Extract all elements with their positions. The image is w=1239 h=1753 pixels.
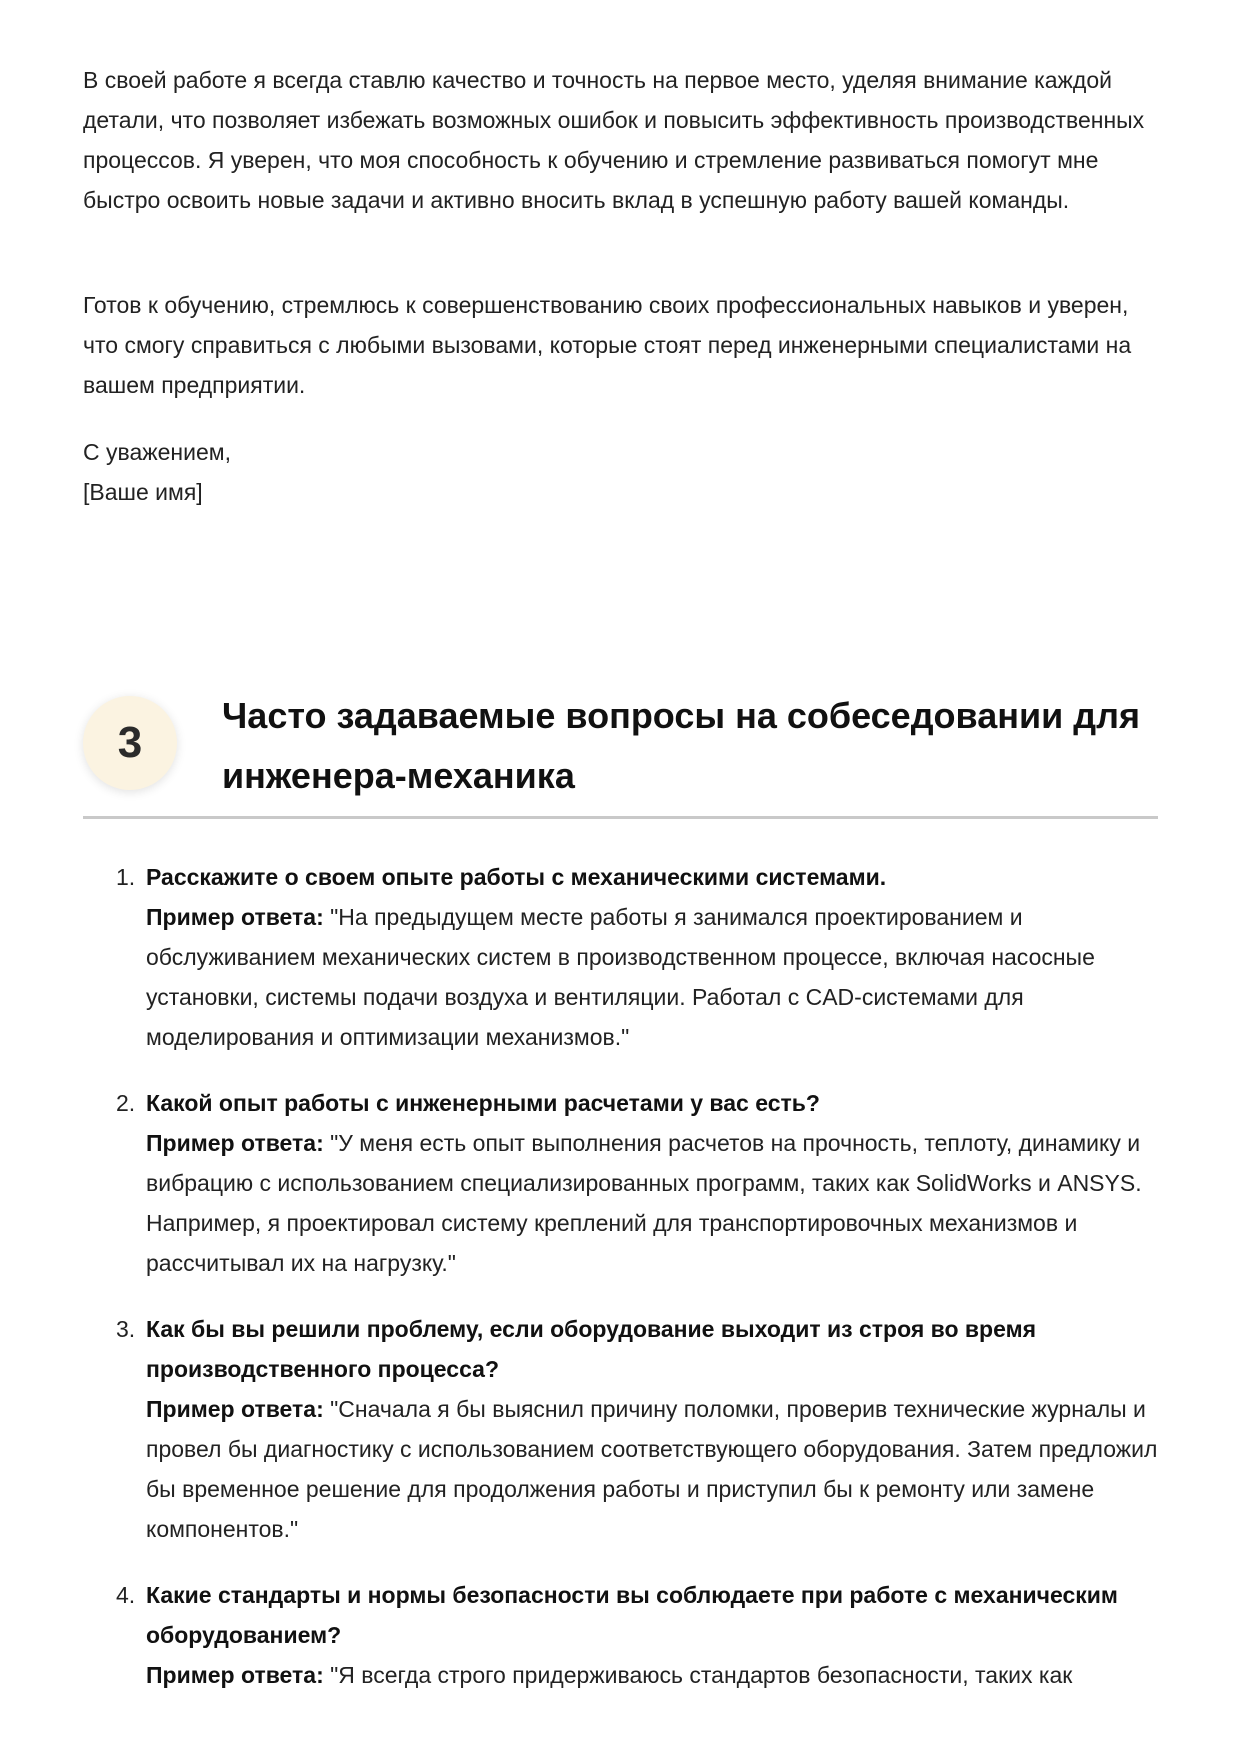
section-title: Часто задаваемые вопросы на собеседовании для инженера-механика	[222, 695, 1140, 796]
faq-item-number: 1.	[116, 864, 136, 890]
intro-paragraph-1: В своей работе я всегда ставлю качество и точность на первое место, уделяя внимание каждой детали, что позволяет избежать возможных ошибок и повысить эффективность производственных процессов. Я уверен, что моя способность к обучению и стремление развиваться помогут мне быстро освоить новые задачи и активно вносить вклад в успешную работу вашей команды.	[83, 67, 1145, 213]
faq-answer: "Я всегда строго придерживаюсь стандартов безопасности, таких как	[330, 1662, 1073, 1688]
faq-answer: "На предыдущем месте работы я занимался проектированием и обслуживанием механических систем в производственном процессе, включая насосные установки, системы подачи воздуха и вентиляции. Работал с CAD-системами для моделирования и оптимизации механизмов."	[146, 904, 1095, 1050]
faq-answer-label: Пример ответа:	[146, 1130, 331, 1156]
faq-answer: "У меня есть опыт выполнения расчетов на прочность, теплоту, динамику и вибрацию с использованием специализированных программ, таких как SolidWorks и ANSYS. Например, я проектировал систему креплений для транспортировочных механизмов и рассчитывал их на нагрузку."	[146, 1130, 1142, 1276]
faq-question: Как бы вы решили проблему, если оборудование выходит из строя во время производственного процесса?	[146, 1316, 1037, 1382]
faq-question: Какой опыт работы с инженерными расчетами у вас есть?	[146, 1090, 820, 1116]
letter-signoff	[83, 432, 1158, 512]
section-header	[83, 686, 1158, 819]
faq-question: Какие стандарты и нормы безопасности вы соблюдаете при работе с механическим оборудованием?	[146, 1582, 1118, 1648]
signoff-greeting: С уважением,	[83, 439, 231, 465]
faq-item	[83, 857, 1158, 1057]
faq-item-number: 4.	[116, 1582, 136, 1608]
faq-answer: "Сначала я бы выяснил причину поломки, проверив технические журналы и провел бы диагностику с использованием соответствующего оборудования. Затем предложил бы временное решение для продолжения работы и приступил бы к ремонту или замене компонентов."	[146, 1396, 1158, 1542]
faq-list	[83, 857, 1158, 1721]
signoff-name: [Ваше имя]	[83, 479, 203, 505]
faq-question: Расскажите о своем опыте работы с механическими системами.	[146, 864, 887, 890]
faq-item-number: 3.	[116, 1316, 136, 1342]
faq-answer-label: Пример ответа:	[146, 1662, 331, 1688]
faq-item-number: 2.	[116, 1090, 136, 1116]
faq-answer-label: Пример ответа:	[146, 1396, 331, 1422]
faq-item	[83, 1309, 1158, 1549]
faq-answer-label: Пример ответа:	[146, 904, 331, 930]
section-number-badge: 3	[83, 696, 177, 790]
faq-item	[83, 1083, 1158, 1283]
intro-paragraph-2: Готов к обучению, стремлюсь к совершенствованию своих профессиональных навыков и уверен, что смогу справиться с любыми вызовами, которые стоят перед инженерными специалистами на вашем предприятии.	[83, 292, 1132, 398]
faq-item	[83, 1575, 1158, 1695]
